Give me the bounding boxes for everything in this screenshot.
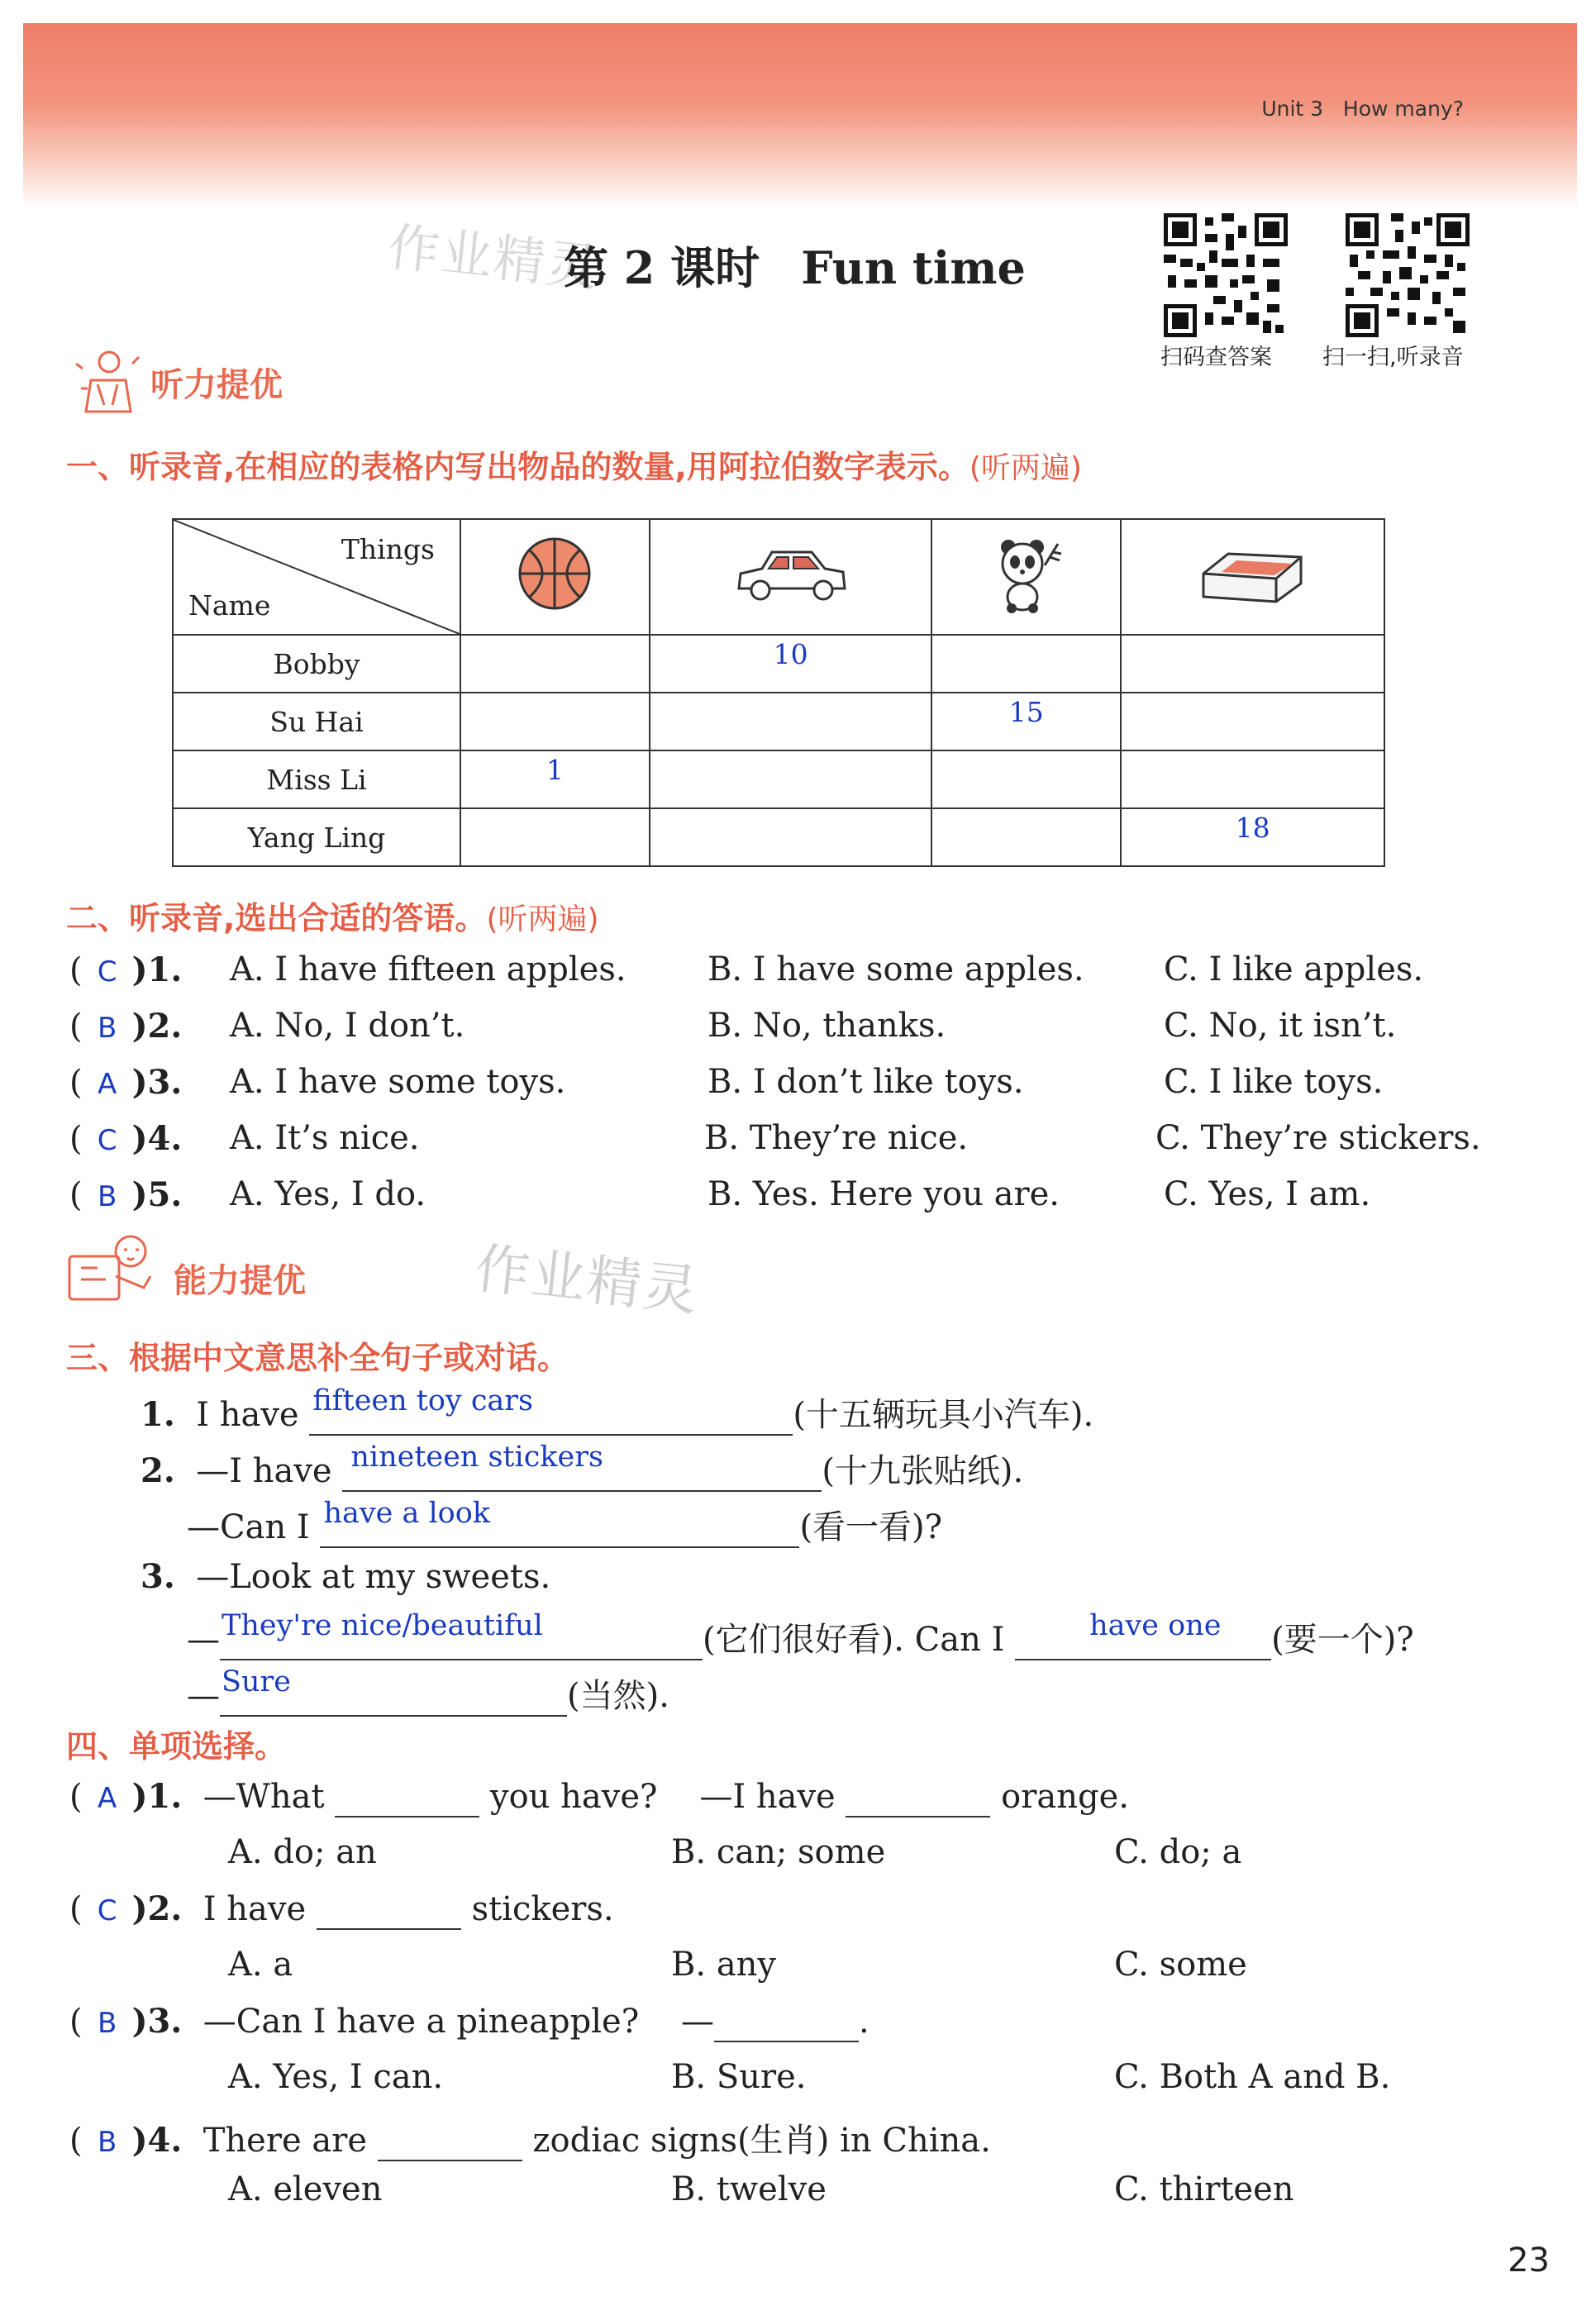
question-number: 3.	[141, 1557, 175, 1596]
option-c: C. I like toys.	[1164, 1063, 1384, 1101]
row-name: Yang Ling	[173, 808, 460, 866]
answer-choice[interactable]: C	[97, 955, 117, 989]
table-header-row	[173, 519, 1384, 635]
filled-answer: fifteen toy cars	[312, 1384, 533, 1417]
answer-choice[interactable]: C	[97, 1894, 117, 1927]
option-b: B. Sure.	[671, 2058, 807, 2096]
answer-cell[interactable]	[650, 635, 931, 693]
listening-section-icon	[66, 339, 149, 425]
part4-title: 四、单项选择。	[66, 1728, 287, 1765]
option-c: C. Both A and B.	[1114, 2058, 1391, 2096]
sentence-hint: (十五辆玩具小汽车).	[793, 1396, 1094, 1434]
answer-blank[interactable]	[317, 1890, 461, 1930]
answer-blank[interactable]	[714, 2003, 859, 2042]
sentence-prefix: —I have	[196, 1452, 332, 1490]
fill-sentence-3b	[187, 1609, 1414, 1660]
part2-title	[66, 893, 599, 938]
question-text: —Can I have a pineapple?	[202, 2003, 640, 2041]
filled-answer: They're nice/beautiful	[222, 1609, 543, 1642]
unit-tag	[1261, 97, 1464, 121]
answer-choice[interactable]: B	[97, 1012, 117, 1045]
list-item: ( C )4.	[69, 1119, 183, 1158]
sentence-prefix: —	[187, 1677, 220, 1715]
answer-blank[interactable]	[1015, 1609, 1271, 1660]
filled-number: 18	[1235, 811, 1270, 844]
option-c: C. No, it isn’t.	[1164, 1007, 1397, 1045]
option-b: B. I have some apples.	[707, 950, 1084, 989]
option-c: C. I like apples.	[1164, 950, 1424, 989]
part1-title	[66, 441, 1082, 487]
option-b: B. Yes. Here you are.	[707, 1175, 1060, 1213]
option-a: A. It’s nice.	[230, 1119, 420, 1157]
answer-blank[interactable]	[309, 1384, 793, 1436]
answer-blank[interactable]	[320, 1497, 799, 1548]
unit-label: Unit 3	[1261, 97, 1324, 121]
sentence-prefix: —	[187, 1621, 220, 1659]
question-number: )5.	[131, 1175, 183, 1214]
answer-blank[interactable]	[335, 1778, 479, 1817]
filled-answer: Sure	[222, 1665, 291, 1698]
answer-cell[interactable]	[931, 635, 1121, 693]
part2-note: (听两遍)	[486, 903, 599, 936]
sentence-hint: (要一个)?	[1271, 1621, 1414, 1659]
list-item: ( A )3.	[69, 1063, 183, 1102]
answer-blank[interactable]	[378, 2122, 522, 2161]
option-c: C. do; a	[1114, 1833, 1242, 1871]
column-basketball	[460, 519, 650, 635]
sentence-hint: (十九张贴纸).	[822, 1452, 1024, 1490]
option-b: B. I don’t like toys.	[707, 1063, 1024, 1101]
ability-section-title: 能力提优	[174, 1262, 306, 1300]
question-text: .	[859, 2003, 869, 2041]
dialogue-line: —Look at my sweets.	[196, 1558, 551, 1596]
answer-blank[interactable]	[220, 1665, 567, 1717]
answer-cell[interactable]	[931, 808, 1121, 866]
answer-cell[interactable]	[1121, 808, 1384, 866]
option-a: A. do; an	[228, 1833, 377, 1871]
answer-blank[interactable]	[846, 1778, 990, 1817]
question-text: stickers.	[471, 1890, 614, 1928]
question-number: )4.	[131, 2121, 183, 2160]
filled-number: 1	[545, 753, 564, 786]
part1-instruction: 一、听录音,在相应的表格内写出物品的数量,用阿拉伯数字表示。	[66, 449, 970, 485]
part3-title: 三、根据中文意思补全句子或对话。	[66, 1340, 569, 1376]
sentence-hint: (它们很好看). Can I	[703, 1621, 1005, 1659]
filled-answer: have a look	[323, 1497, 491, 1530]
sentence-prefix: —Can I	[187, 1508, 310, 1546]
list-item: ( B )2.	[69, 1007, 183, 1046]
answers-qr-label: 扫码查答案	[1160, 345, 1272, 370]
audio-qr-label: 扫一扫,听录音	[1322, 345, 1464, 370]
option-a: A. eleven	[228, 2170, 383, 2208]
option-a: A. Yes, I do.	[230, 1175, 426, 1213]
list-item: ( A )1. —What you have? —I have orange.	[69, 1777, 1129, 1816]
diagonal-header-cell	[173, 519, 460, 635]
question-text: There are	[202, 2122, 367, 2160]
option-c: C. some	[1114, 1946, 1247, 1984]
answer-cell[interactable]	[650, 693, 931, 750]
question-number: )1.	[131, 950, 183, 989]
list-item: ( C )1.	[69, 950, 183, 989]
answer-blank[interactable]	[342, 1441, 822, 1492]
question-number: )2.	[131, 1889, 183, 1928]
listening-table	[172, 518, 1385, 867]
answer-cell[interactable]	[931, 693, 1121, 750]
column-panda-toy	[931, 519, 1121, 635]
option-a: A. a	[228, 1946, 293, 1984]
answer-cell[interactable]	[460, 808, 650, 866]
ability-section-icon	[64, 1227, 155, 1312]
table-row	[173, 750, 1384, 808]
answer-cell[interactable]	[460, 693, 650, 750]
answer-blank[interactable]	[220, 1609, 703, 1660]
question-number: )1.	[131, 1777, 183, 1816]
question-number: )4.	[131, 1119, 183, 1158]
fill-sentence-3a	[141, 1557, 550, 1596]
question-number: 2.	[141, 1451, 175, 1490]
fill-sentence-1	[141, 1384, 1094, 1436]
answer-cell[interactable]	[1121, 693, 1384, 750]
unit-topic: How many?	[1342, 97, 1464, 121]
lesson-number: 第 2 课时	[564, 241, 760, 294]
column-eraser	[1121, 519, 1384, 635]
option-a: A. I have fifteen apples.	[230, 950, 626, 989]
watermark: 作业精灵	[385, 216, 603, 299]
question-text: you have?	[489, 1778, 658, 1816]
table-row	[173, 635, 1384, 693]
option-b: B. any	[671, 1946, 777, 1984]
question-text: orange.	[1001, 1778, 1129, 1816]
list-item: ( B )3. —Can I have a pineapple? — .	[69, 2002, 869, 2041]
filled-answer: have one	[1089, 1609, 1222, 1642]
watermark: 作业精灵	[472, 1236, 703, 1323]
answer-cell[interactable]	[460, 635, 650, 693]
option-c: C. They’re stickers.	[1155, 1119, 1481, 1157]
answer-choice[interactable]: A	[97, 1068, 117, 1101]
part2-instruction: 二、听录音,选出合适的答语。	[66, 900, 487, 936]
answer-cell[interactable]	[650, 808, 931, 866]
row-name: Bobby	[173, 635, 460, 693]
answer-choice[interactable]: B	[97, 2126, 117, 2159]
question-text: zodiac signs(生肖) in China.	[532, 2122, 991, 2160]
filled-answer: nineteen stickers	[350, 1441, 603, 1474]
question-text: —	[681, 2003, 714, 2041]
option-a: A. I have some toys.	[230, 1063, 566, 1101]
fill-sentence-2a	[141, 1441, 1024, 1492]
panda-toy-icon	[985, 532, 1068, 615]
answer-choice[interactable]: A	[97, 1782, 117, 1815]
answer-cell[interactable]	[650, 750, 931, 808]
option-a: A. No, I don’t.	[230, 1007, 465, 1045]
question-number: 1.	[141, 1395, 175, 1434]
part1-note: (听两遍)	[969, 451, 1082, 485]
option-b: B. No, thanks.	[707, 1007, 946, 1045]
option-b: B. They’re nice.	[704, 1119, 969, 1157]
answer-choice[interactable]: C	[97, 1124, 117, 1157]
sentence-prefix: I have	[196, 1396, 299, 1434]
listening-section-title: 听力提优	[150, 366, 283, 404]
row-name: Miss Li	[173, 750, 460, 808]
answer-cell[interactable]	[1121, 750, 1384, 808]
header-things: Things	[341, 533, 435, 565]
filled-number: 10	[773, 637, 808, 670]
question-text: I have	[202, 1890, 307, 1928]
list-item: ( B )5.	[69, 1175, 183, 1214]
page-number: 23	[1508, 2241, 1550, 2280]
option-a: A. Yes, I can.	[228, 2058, 444, 2096]
option-b: B. twelve	[671, 2170, 827, 2208]
answer-cell[interactable]	[931, 750, 1121, 808]
option-c: C. thirteen	[1114, 2170, 1294, 2208]
lesson-title	[564, 233, 1026, 297]
sentence-hint: (看一看)?	[799, 1508, 943, 1546]
question-text: —I have	[699, 1778, 836, 1816]
list-item: ( C )2. I have stickers.	[69, 1889, 614, 1928]
question-text: —What	[202, 1778, 325, 1816]
lesson-name: Fun time	[801, 241, 1026, 294]
answer-cell[interactable]	[460, 750, 650, 808]
toy-car-icon	[729, 532, 853, 615]
answers-qr-code[interactable]	[1164, 213, 1288, 337]
answer-cell[interactable]	[1121, 635, 1384, 693]
list-item: ( B )4. There are zodiac signs(生肖) in China.	[69, 2121, 991, 2160]
basketball-icon	[513, 532, 596, 615]
table-row	[173, 693, 1384, 750]
answer-choice[interactable]: B	[97, 1180, 117, 1213]
header-name: Name	[188, 589, 271, 622]
audio-qr-code[interactable]	[1346, 213, 1470, 337]
eraser-icon	[1195, 532, 1311, 615]
column-toy-car	[650, 519, 931, 635]
question-number: )2.	[131, 1007, 183, 1046]
fill-sentence-2b	[187, 1497, 943, 1548]
filled-number: 15	[1008, 695, 1044, 728]
option-c: C. Yes, I am.	[1164, 1175, 1371, 1213]
option-b: B. can; some	[671, 1833, 886, 1871]
question-number: )3.	[131, 2002, 183, 2041]
sentence-hint: (当然).	[567, 1677, 669, 1715]
fill-sentence-3c	[187, 1665, 669, 1717]
question-number: )3.	[131, 1063, 183, 1102]
row-name: Su Hai	[173, 693, 460, 750]
table-row	[173, 808, 1384, 866]
answer-choice[interactable]: B	[97, 2007, 117, 2040]
